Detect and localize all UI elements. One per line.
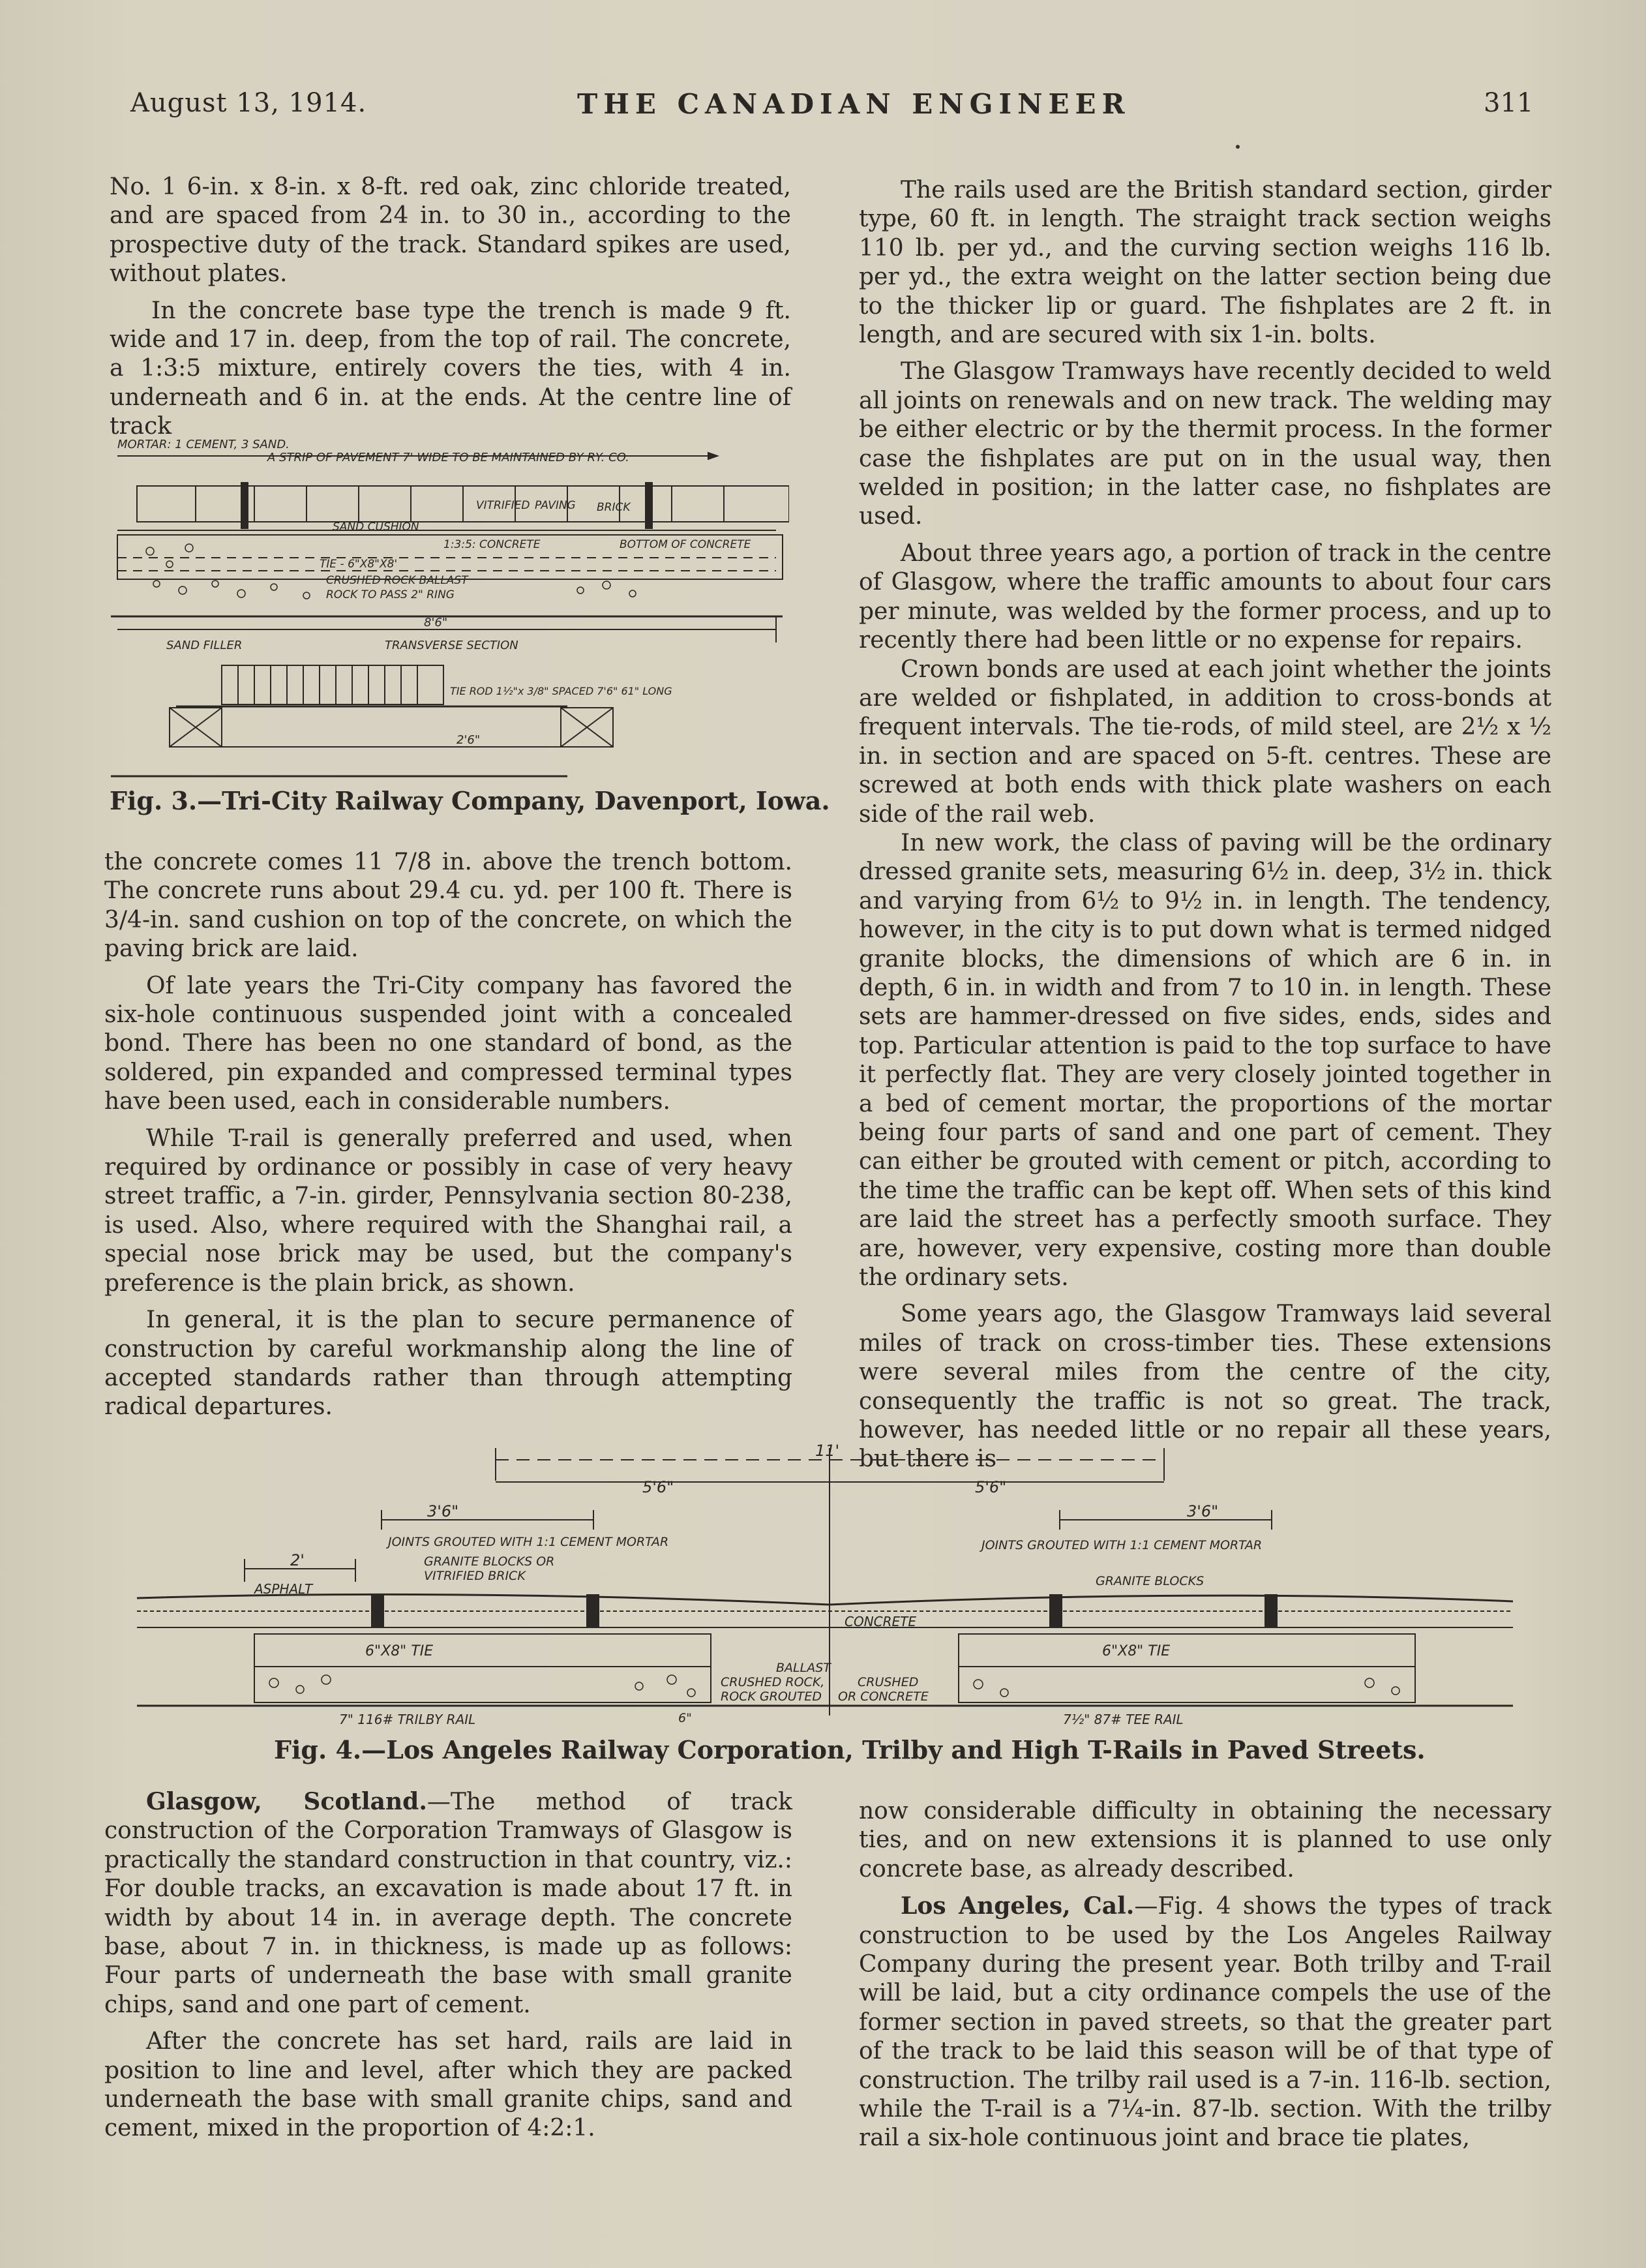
tee-rail-left (1050, 1595, 1062, 1627)
label-width: 8'6" (424, 616, 448, 629)
fig3-track-section-diagram (111, 434, 789, 779)
label-half-left: 5'6" (642, 1478, 674, 1496)
tie-right (959, 1634, 1415, 1667)
ballast-stones (269, 1675, 1399, 1697)
label-total: 11' (815, 1442, 840, 1460)
right-column-bottom (859, 1797, 1551, 2153)
left-column-bottom (104, 1787, 792, 2143)
paragraph (104, 1787, 792, 2019)
transverse-brick-joints (238, 665, 417, 704)
label-rock-grouted: ROCK GROUTED (721, 1689, 822, 1704)
paragraph: While T-rail is generally preferred and used, when required by ordinance or possibly in case of very heavy street traffic, a 7-in. girder, Pennsylvania section 80-238, is used. Also, where required with the Shanghai rail, a special nose brick may be used, but the company's preference is the plain brick, as shown. (104, 1125, 792, 1297)
label-ballast: BALLAST (776, 1661, 831, 1675)
label-mortar: MORTAR: 1 CEMENT, 3 SAND. (117, 438, 290, 451)
label-spacing: 2'6" (456, 733, 481, 747)
paragraph: About three years ago, a portion of track in the centre of Glasgow, where the traffic amounts to about four cars per minute, was welded by the former process, and up to recently there had been little or no expense for repairs. (859, 539, 1551, 654)
paragraph: The Glasgow Tramways have recently decided to weld all joints on renewals and on new track. The welding may be either electric or by the thermit process. In the former case the fishplates are put on in the usual way, then welded in position; in the latter case, no fishplates are used. (859, 358, 1551, 530)
label-asphalt: ASPHALT (254, 1581, 313, 1597)
paragraph-text: —The method of track construction of the Corporation Tramways of Glasgow is practically the standard construction in that country, viz.: For double tracks, an excavation is made about 17 ft. in width by about 14 in. in average depth. The concrete base, about 7 in. in thickness, is made up as follows: Four parts of underneath the base with small granite chips, sand and one part of cement. (104, 1789, 792, 2018)
tie-left (254, 1634, 711, 1667)
header-date: August 13, 1914. (130, 88, 367, 118)
label-concrete: CONCRETE (845, 1614, 917, 1629)
road-surface (137, 1594, 1513, 1605)
label-concrete: 1:3:5: CONCRETE (443, 538, 541, 551)
paragraph (859, 1892, 1551, 2153)
paragraph: Crown bonds are used at each joint whether the joints are welded or fishplated, in addition to cross-bonds at frequent intervals. The tie-rods, of mild steel, are 2½ x ½ in. in section and are spaced on 5-ft. centres. These are screwed at both ends with thick plate washers on each side of the rail web. (859, 656, 1551, 828)
label-asphalt-w: 2' (290, 1551, 305, 1569)
tee-rail-right (1265, 1595, 1277, 1627)
label-sand-cushion: SAND CUSHION (333, 521, 419, 534)
label-or-concrete: OR CONCRETE (838, 1689, 929, 1704)
paragraph: No. 1 6-in. x 8-in. x 8-ft. red oak, zinc chloride treated, and are spaced from 24 in. to 30 in., according to the prospective duty of the track. Standard spikes are used, without plates. (110, 174, 791, 288)
label-tie-rod: TIE ROD 1½"x 3/8" SPACED 7'6" 61" LONG (450, 685, 672, 697)
paragraph-text: —Fig. 4 shows the types of track construction to be used by the Los Angeles Railway Company during the present year. Both trilby and T-rail will be laid, but a city ordinance compels the use of the former section in paved streets, so that the greater part of the track to be laid this season will be of that type of construction. The trilby rail used is a 7-in. 116-lb. section, while the T-rail is a 7¼-in. 87-lb. section. With the trilby rail a six-hole continuous joint and brace tie plates, (859, 1893, 1551, 2152)
paragraph: In the concrete base type the trench is made 9 ft. wide and 17 in. deep, from the top of rail. The concrete, a 1:3:5 mixture, entirely covers the ties, with 4 in. underneath and 6 in. at the ends. At the centre line of track (110, 297, 791, 440)
paragraph: Some years ago, the Glasgow Tramways laid several miles of track on cross-timber ties. These extensions were several miles from the centre of the city, consequently the traffic is not so great. The track, however, has needed little or no repair all these years, but there is (859, 1301, 1551, 1473)
label-tie-right: 6"X8" TIE (1102, 1643, 1171, 1659)
page-number: 311 (1484, 88, 1534, 118)
label-joints-right: JOINTS GROUTED WITH 1:1 CEMENT MORTAR (981, 1538, 1263, 1552)
label-ballast: CRUSHED ROCK BALLAST (326, 574, 468, 587)
paragraph: In general, it is the plan to secure permanence of construction by careful workmanship along the line of accepted standards rather than through attempting radical departures. (104, 1307, 792, 1421)
fig3-caption: Fig. 3.—Tri-City Railway Company, Davenport, Iowa. (110, 786, 830, 815)
label-joints-left: JOINTS GROUTED WITH 1:1 CEMENT MORTAR (388, 1535, 669, 1549)
fig4-track-cross-section (130, 1442, 1519, 1729)
left-column-top (110, 173, 791, 442)
label-left-36: 3'6" (427, 1502, 459, 1520)
label-paving: PAVING (535, 499, 576, 512)
brick-row (196, 486, 724, 522)
label-rail-right: 7½" 87# TEE RAIL (1063, 1712, 1184, 1727)
label-depth: 6" (678, 1711, 692, 1725)
paragraph: After the concrete has set hard, rails are laid in position to line and level, after which they are packed underneath the base with small granite chips, sand and cement, mixed in the proportion of 4:2:1. (104, 2028, 792, 2142)
label-bottom: BOTTOM OF CONCRETE (620, 538, 751, 551)
arrow-head (708, 453, 717, 459)
label-ballast-ring: ROCK TO PASS 2" RING (326, 588, 455, 601)
label-tie: TIE - 6"X8"X8' (320, 558, 398, 571)
rail-right (646, 483, 652, 528)
label-transverse: TRANSVERSE SECTION (385, 639, 518, 652)
rail-left (241, 483, 248, 528)
label-rail-left: 7" 116# TRILBY RAIL (339, 1712, 476, 1727)
section-heading: Los Angeles, Cal. (901, 1892, 1135, 1920)
paragraph: In new work, the class of paving will be the ordinary dressed granite sets, measuring 6½ in. deep, 3½ in. thick and varying from 6½ to 9½ in. in length. The tendency, however, in the city is to put down what is termed nidged granite blocks, the dimensions of which are 6 in. in depth, 6 in. in width and from 7 to 10 in. in length. These sets are hammer-dressed on five sides, ends, sides and top. Particular attention is paid to the top surface to have it perfectly flat. They are very closely jointed together in a bed of cement mortar, the proportions of the mortar being four parts of sand and one part of cement. They can either be grouted with cement or pitch, according to the time the traffic can be kept off. When sets of this kind are laid the street has a perfectly smooth surface. They are, however, very expensive, costing more than double the ordinary sets. (859, 829, 1551, 1292)
paragraph: Of late years the Tri-City company has favored the six-hole continuous suspended joint with a concealed bond. There has been no one standard of bond, as the soldered, pin expanded and compressed terminal types have been used, each in considerable numbers. (104, 972, 792, 1115)
journal-title: THE CANADIAN ENGINEER (577, 88, 1131, 120)
fig4-caption: Fig. 4.—Los Angeles Railway Corporation, Trilby and High T-Rails in Paved Streets. (274, 1735, 1426, 1764)
section-heading: Glasgow, Scotland. (146, 1788, 427, 1815)
right-column-top (859, 176, 1551, 1474)
label-granite-left-2: VITRIFIED BRICK (424, 1569, 526, 1583)
label-right-36: 3'6" (1187, 1502, 1219, 1520)
paragraph: the concrete comes 11 7/8 in. above the trench bottom. The concrete runs about 29.4 cu. yd. per 100 ft. There is 3/4-in. sand cushion on top of the concrete, on which the paving brick are laid. (104, 849, 792, 963)
label-vitrified: VITRIFIED (476, 499, 530, 512)
label-crushed-rock: CRUSHED ROCK, (721, 1675, 825, 1689)
label-granite-left-1: GRANITE BLOCKS OR (424, 1554, 555, 1569)
left-column-middle (104, 848, 792, 1422)
label-strip: A STRIP OF PAVEMENT 7' WIDE TO BE MAINTAINED BY RY. CO. (267, 451, 629, 464)
label-sand-filler: SAND FILLER (166, 639, 243, 652)
label-granite-right: GRANITE BLOCKS (1096, 1574, 1205, 1588)
label-tie-left: 6"X8" TIE (365, 1643, 434, 1659)
paragraph: now considerable difficulty in obtaining the necessary ties, and on new extensions it is planned to use only concrete base, as already described. (859, 1798, 1551, 1882)
label-half-right: 5'6" (975, 1478, 1007, 1496)
trilby-rail-right (587, 1595, 599, 1627)
print-speck (1236, 145, 1240, 149)
trilby-rail-left (372, 1595, 383, 1627)
ballast-right (959, 1667, 1415, 1702)
paragraph: The rails used are the British standard section, girder type, 60 ft. in length. The straight track section weighs 110 lb. per yd., and the curving section weighs 116 lb. per yd., the extra weight on the latter section being due to the thicker lip or guard. The fishplates are 2 ft. in length, and are secured with six 1-in. bolts. (859, 177, 1551, 349)
label-brick: BRICK (597, 501, 631, 514)
label-crushed: CRUSHED (858, 1675, 919, 1689)
